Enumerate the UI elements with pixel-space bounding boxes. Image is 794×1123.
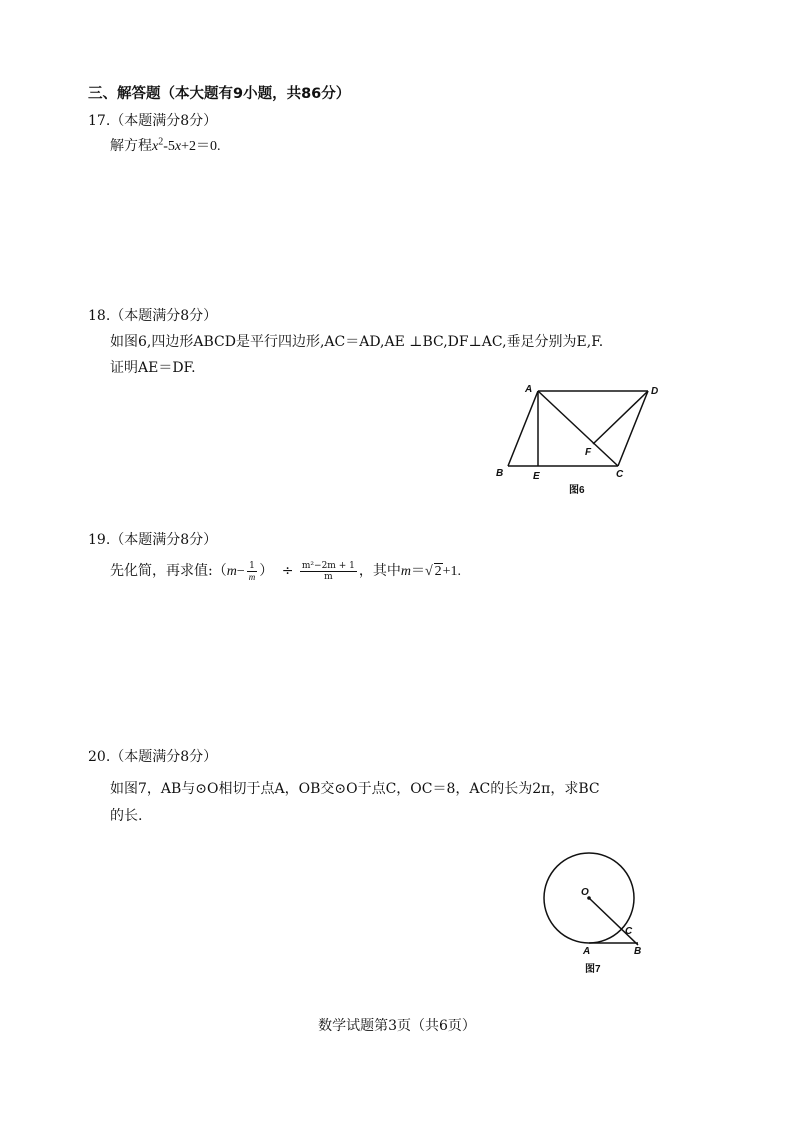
q19-frac2-denominator: m: [324, 571, 333, 582]
label-d: D: [651, 386, 659, 397]
q17-mid: -5: [163, 139, 175, 154]
q17-equation: [110, 135, 221, 155]
figure-7-caption: 图7: [585, 964, 601, 975]
segment-ob: [589, 898, 638, 945]
q18-statement: 如图6,四边形ABCD是平行四边形,AC＝AD,AE ⊥BC,DF⊥AC,垂足分别为E,F.: [110, 334, 604, 350]
figure-7: [535, 852, 655, 980]
q19-frac2-numerator: m²−2m + 1: [301, 560, 355, 571]
label-c: C: [616, 469, 624, 480]
label-b: B: [634, 946, 642, 957]
q19-fraction-2: [300, 561, 357, 582]
q19-lead: 先化简，再求值:（: [110, 563, 227, 579]
q19-close: ）: [259, 563, 274, 579]
q17-lead: 解方程: [110, 138, 152, 154]
section-title: 三、解答题（本大题有9小题，共86分）: [88, 86, 351, 102]
q19-var-m2: m: [400, 564, 411, 579]
q19-minus: −: [236, 564, 245, 579]
label-a: A: [583, 946, 591, 957]
figure-6: [490, 378, 670, 500]
q19-var-m: m: [226, 564, 237, 579]
q19-fraction-1: [247, 561, 258, 582]
segment-ac: [538, 391, 618, 466]
q20-statement-end: 的长.: [110, 808, 143, 824]
q19-eq: ＝: [410, 563, 425, 579]
page-footer: 数学试题第3页（共6页）: [318, 1018, 476, 1034]
label-f: F: [585, 447, 592, 458]
label-a: A: [525, 384, 533, 395]
q19-where: ，其中: [358, 563, 401, 579]
q17-tail: +2＝0.: [181, 139, 221, 154]
segment-dc: [618, 391, 648, 466]
q18-prove: 证明AE＝DF.: [110, 360, 196, 376]
segment-df: [593, 391, 648, 444]
q20-header: 20.（本题满分8分）: [88, 749, 218, 765]
segment-ab: [508, 391, 538, 466]
q17-header: 17.（本题满分8分）: [88, 113, 218, 129]
q19-radicand: 2: [434, 564, 442, 579]
q17-exponent: 2: [158, 136, 164, 148]
q19-frac1-numerator: 1: [247, 561, 258, 572]
parallelogram-lines: [508, 391, 648, 466]
q17-var-x: x: [152, 139, 159, 154]
q17-var-x2: x: [174, 139, 182, 154]
label-o: O: [581, 887, 589, 898]
label-c: C: [625, 926, 633, 937]
q19-frac1-denominator: m: [248, 571, 256, 582]
q19-expression: [110, 560, 461, 582]
q18-header: 18.（本题满分8分）: [88, 308, 218, 324]
label-b: B: [496, 468, 504, 479]
radical-sign: √: [424, 564, 433, 579]
q20-statement: 如图7，AB与⊙O相切于点A，OB交⊙O于点C，OC＝8，AC的长为2π，求BC: [110, 781, 600, 797]
figure-6-caption: 图6: [569, 485, 585, 496]
label-e: E: [533, 471, 540, 482]
q19-plus: +1.: [442, 564, 462, 579]
q19-div: ÷: [281, 563, 294, 579]
q19-header: 19.（本题满分8分）: [88, 532, 218, 548]
